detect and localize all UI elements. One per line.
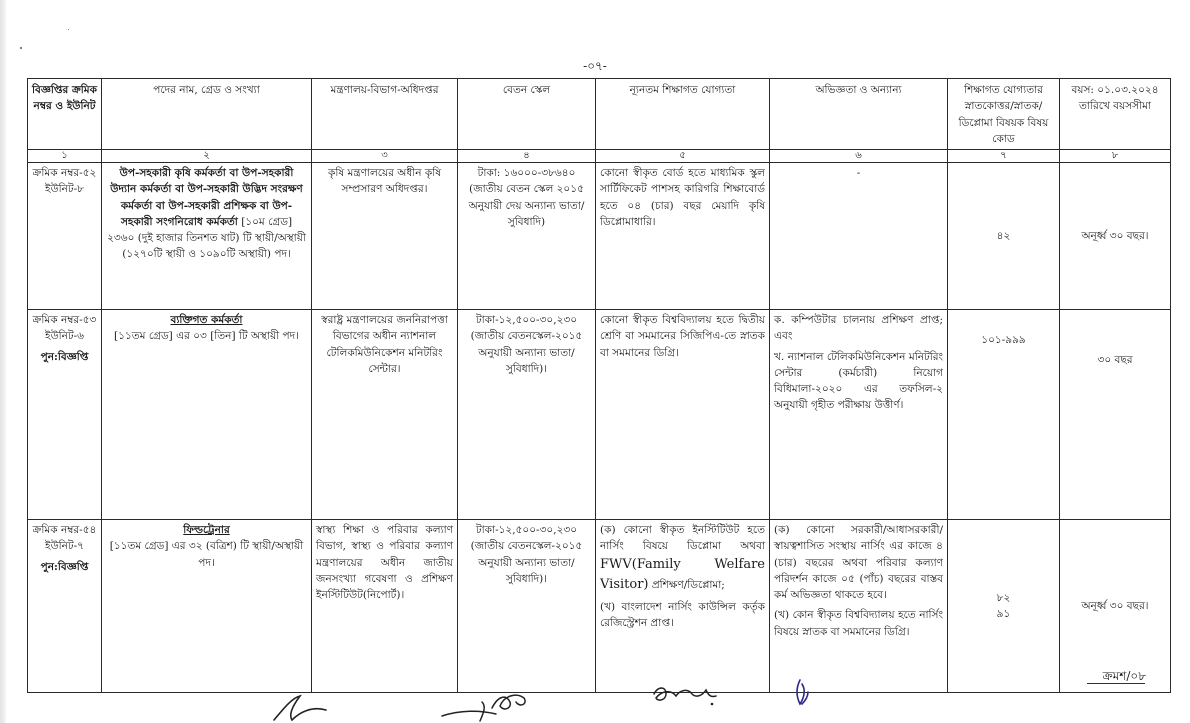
serial-cell: [28, 520, 102, 693]
experience-cell: -: [770, 163, 948, 310]
continued-underline: [1087, 683, 1145, 684]
header-position: পদের নাম, গ্রেড ও সংখ্যা: [102, 79, 312, 150]
position-title: ফিল্ডট্রেনার: [183, 524, 230, 537]
page-number: -০৭-: [583, 59, 607, 73]
subject-code-cell: [948, 310, 1060, 520]
header-serial: বিজ্ঞপ্তির ক্রমিক নম্বর ও ইউনিট: [28, 79, 102, 150]
signature-mark: [270, 690, 330, 723]
continued-label: ক্রমশ/০৮: [1102, 669, 1146, 683]
experience-item: (খ) কোন স্বীকৃত বিশ্ববিদ্যালয় হতে নার্সিং বিষয়ে স্নাতক বা সমমানের ডিগ্রি।: [774, 609, 943, 638]
header-age: বয়স: ০১.০৩.২০২৪ তারিখে বয়সসীমা: [1060, 79, 1171, 150]
subject-code-cell: [948, 520, 1060, 693]
reissue-label: পুন:বিজ্ঞপ্তি: [40, 560, 89, 573]
table-row: [28, 520, 1171, 693]
pay-scale-cell: টাকা-১২,৫০০-৩০,২৩০ (জাতীয় বেতনস্কেল-২০১৫ অনুযায়ী অন্যান্য ভাতা/সুবিধাদি)।: [458, 520, 596, 693]
position-title: উপ-সহকারী কৃষি কর্মকর্তা বা উপ-সহকারী উদ্যান কর্মকর্তা বা উপ-সহকারী উদ্ভিদ সংরক্ষণ কর্মকর্তা বা উপ-সহকারী প্রশিক্ষক বা উপ-সহকারী সংগনিরোধ কর্মকর্তা: [110, 167, 303, 228]
reissue-label: পুন:বিজ্ঞপ্তি: [40, 350, 89, 363]
column-number: ১: [28, 150, 102, 163]
column-number: ২: [102, 150, 312, 163]
signature-mark: [790, 678, 814, 708]
serial-text: ক্রমিক নম্বর-৫২ ইউনিট-৮: [32, 167, 97, 196]
column-number: ৪: [458, 150, 596, 163]
position-detail: [১০ম গ্রেড] ২৩৬০ (দুই হাজার তিনশত ষাট) টি স্থায়ী/অস্থায়ী (১২৭০টি স্থায়ী ও ১০৯০টি অস্থায়ী) পদ।: [107, 215, 306, 261]
signature-mark: [440, 688, 532, 723]
position-cell: [102, 163, 312, 310]
column-number: ৩: [312, 150, 458, 163]
header-pay-scale: বেতন স্কেল: [458, 79, 596, 150]
scan-left-edge: [0, 0, 6, 723]
column-number: ৬: [770, 150, 948, 163]
table-row: [28, 310, 1171, 520]
signature-mark: [650, 680, 722, 708]
serial-text: ক্রমিক নম্বর-৫৪ ইউনিট-৭: [32, 524, 97, 553]
education-item-a: [600, 522, 765, 595]
header-education: ন্যূনতম শিক্ষাগত যোগ্যতা: [596, 79, 770, 150]
education-latin-text: FWV(Family Welfare Visitor): [600, 556, 765, 592]
position-title: ব্যক্তিগত কর্মকর্তা: [170, 314, 243, 327]
scan-speck: [20, 47, 22, 49]
column-number-row: [28, 150, 1171, 163]
header-experience: অভিজ্ঞতা ও অন্যান্য: [770, 79, 948, 150]
column-number: ৫: [596, 150, 770, 163]
experience-item: ক. কম্পিউটার চালনায় প্রশিক্ষণ প্রাপ্ত; এবং: [774, 314, 943, 343]
serial-cell: [28, 163, 102, 310]
subject-code: ১০১-৯৯৯: [981, 334, 1026, 347]
education-cell: [596, 520, 770, 693]
position-cell: [102, 520, 312, 693]
pay-scale-cell: টাকা: ১৬০০০-৩৮৬৪০ (জাতীয় বেতন স্কেল ২০১৫ অনুযায়ী দেয় অন্যান্য ভাতা/সুবিধাদি): [458, 163, 596, 310]
subject-code: ৮২: [996, 591, 1011, 604]
position-detail: [১১তম গ্রেড] এর ০৩ [তিন] টি অস্থায়ী পদ।: [114, 330, 299, 343]
header-row: [28, 79, 1171, 150]
experience-cell: [770, 520, 948, 693]
education-item-b: (খ) বাংলাদেশ নার্সিং কাউন্সিল কর্তৃক রেজিস্ট্রেশন প্রাপ্ত।: [600, 600, 765, 630]
serial-text: ক্রমিক নম্বর-৫৩ ইউনিট-৬: [32, 314, 97, 343]
experience-item: খ. ন্যাশনাল টেলিকমিউনিকেশন মনিটরিং সেন্টার (কর্মচারী) নিয়োগ বিধিমালা-২০২০ এর তফসিল-২ অনুযায়ী গৃহীত পরীক্ষায় উত্তীর্ণ।: [774, 350, 943, 412]
header-ministry: মন্ত্রণালয়-বিভাগ-অধিদপ্তর: [312, 79, 458, 150]
experience-cell: [770, 310, 948, 520]
column-number: ৭: [948, 150, 1060, 163]
scan-speck: [68, 29, 69, 30]
position-cell: [102, 310, 312, 520]
position-detail: [১১তম গ্রেড] এর ৩২ (বত্রিশ) টি স্থায়ী/অস্থায়ী পদ।: [109, 540, 304, 569]
recruitment-table: [27, 78, 1171, 693]
pay-scale-cell: টাকা-১২,৫০০-৩০,২৩০ (জাতীয় বেতনস্কেল-২০১৫ অনুযায়ী অন্যান্য ভাতা/সুবিধাদি)।: [458, 310, 596, 520]
education-cell: কোনো স্বীকৃত বিশ্ববিদ্যালয় হতে দ্বিতীয় শ্রেণি বা সমমানের সিজিপিএ-তে স্নাতক বা সমমানের ডিগ্রি।: [596, 310, 770, 520]
age-cell: অনূর্ধ্ব ৩০ বছর।: [1060, 520, 1171, 693]
age-cell: ৩০ বছর: [1060, 310, 1171, 520]
subject-code-cell: ৪২: [948, 163, 1060, 310]
education-text: প্রশিক্ষণ/ডিপ্লোমা;: [648, 578, 725, 591]
table-row: [28, 163, 1171, 310]
age-cell: অনূর্ধ্ব ৩০ বছর।: [1060, 163, 1171, 310]
experience-item: (ক) কোনো সরকারী/আধাসরকারী/স্বায়ত্বশাসিত সংস্থায় নার্সিং এর কাজে ৪ (চার) বছরের অথবা পরিবার কল্যাণ পরিদর্শন কাজে ০৫ (পাঁচ) বছরের বাস্তব কর্ম অভিজ্ঞতা থাকতে হবে।: [774, 524, 943, 602]
ministry-cell: কৃষি মন্ত্রণালয়ের অধীন কৃষি সম্প্রসারণ অধিদপ্তর।: [312, 163, 458, 310]
header-subject-code: শিক্ষাগত যোগ্যতার স্নাতকোত্তর/স্নাতক/ডিপ্লোমা বিষয়ক বিষয় কোড: [948, 79, 1060, 150]
column-number: ৮: [1060, 150, 1171, 163]
subject-code: ৯১: [996, 608, 1011, 621]
education-cell: কোনো স্বীকৃত বোর্ড হতে মাধ্যমিক স্কুল সার্টিফিকেট পাশসহ কারিগরি শিক্ষাবোর্ড হতে ০৪ (চার) বছর মেয়াদি কৃষি ডিপ্লোমাধারি।: [596, 163, 770, 310]
ministry-cell: স্বাস্থ্য শিক্ষা ও পরিবার কল্যাণ বিভাগ, স্বাস্থ্য ও পরিবার কল্যাণ মন্ত্রণালয়ের অধীন জাতীয় জনসংখ্যা গবেষণা ও প্রশিক্ষণ ইনস্টিটিউট(নিপোর্ট)।: [312, 520, 458, 693]
ministry-cell: স্বরাষ্ট্র মন্ত্রণালয়ের জননিরাপত্তা বিভাগের অধীন ন্যাশনাল টেলিকমিউনিকেশন মনিটরিং সেন্টার।: [312, 310, 458, 520]
education-text: (ক) কোনো স্বীকৃত ইনস্টিটিউট হতে নার্সিং বিষয়ে ডিপ্লোমা অথবা: [600, 524, 765, 553]
serial-cell: [28, 310, 102, 520]
